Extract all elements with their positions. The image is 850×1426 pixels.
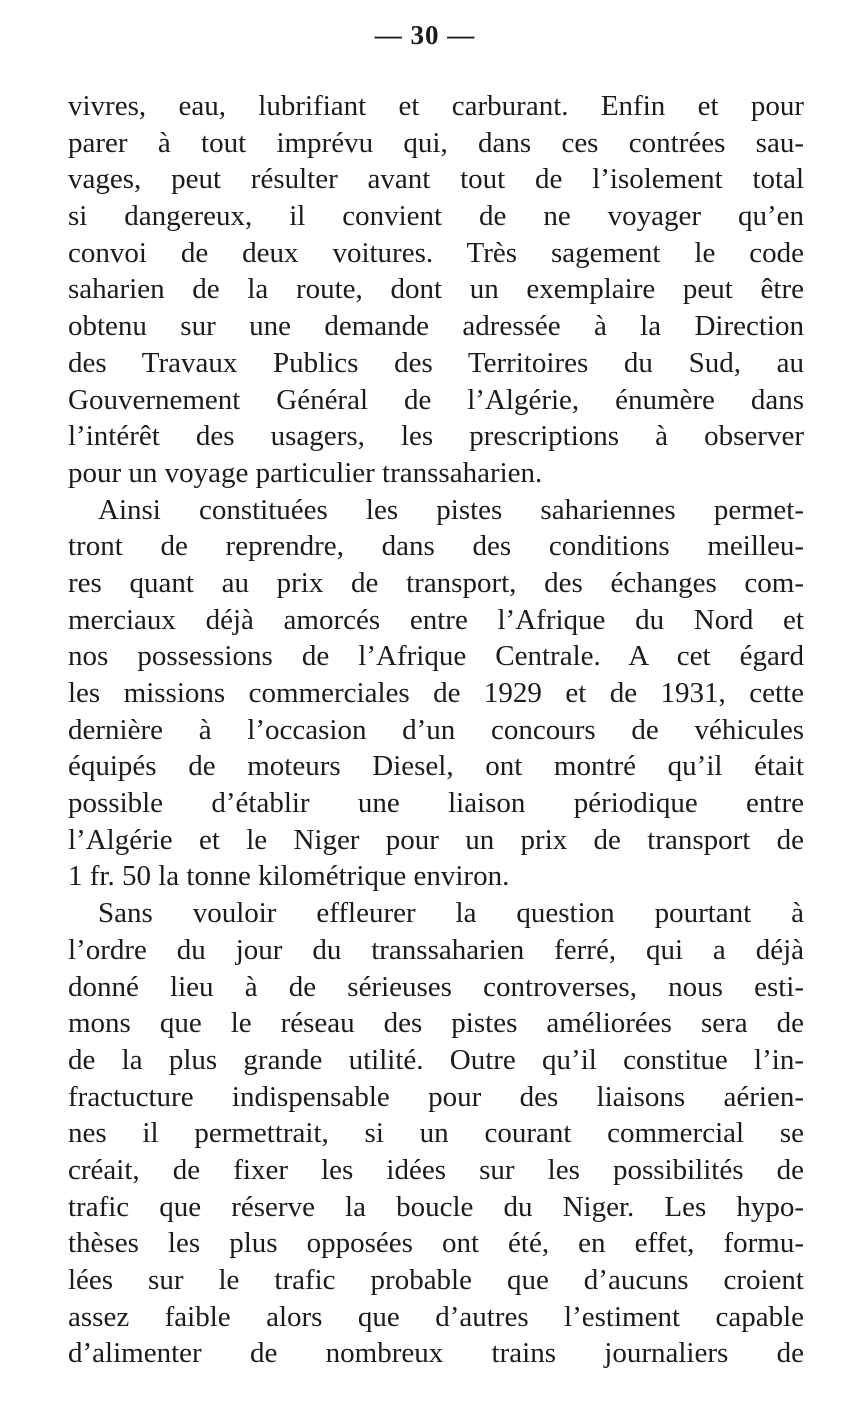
text-line: l’ordre du jour du transsaharien ferré, qui a déjà xyxy=(68,933,804,966)
text-line: mons que le réseau des pistes améliorées sera de xyxy=(68,1007,804,1040)
text-line: créait, de fixer les idées sur les possibilités de xyxy=(68,1153,804,1186)
text-line: saharien de la route, dont un exemplaire peut être xyxy=(68,273,804,306)
text-line: res quant au prix de transport, des échanges com- xyxy=(68,566,804,599)
text-line: dernière à l’occasion d’un concours de véhicules xyxy=(68,713,804,746)
text-line: de la plus grande utilité. Outre qu’il constitue l’in- xyxy=(68,1043,804,1076)
text-line: l’intérêt des usagers, les prescriptions à observer xyxy=(68,420,804,453)
body-text xyxy=(68,88,804,1372)
text-line: merciaux déjà amorcés entre l’Afrique du Nord et xyxy=(68,603,804,636)
text-line: Gouvernement Général de l’Algérie, énumère dans xyxy=(68,383,804,416)
text-line: trafic que réserve la boucle du Niger. Les hypo- xyxy=(68,1190,804,1223)
text-line: l’Algérie et le Niger pour un prix de transport de xyxy=(68,823,804,856)
text-line: 1 fr. 50 la tonne kilométrique environ. xyxy=(68,860,510,893)
text-line: pour un voyage particulier transsaharien. xyxy=(68,456,543,489)
text-line: vivres, eau, lubrifiant et carburant. Enfin et pour xyxy=(68,90,804,122)
text-line: obtenu sur une demande adressée à la Direction xyxy=(68,310,804,343)
text-line: Ainsi constituées les pistes sahariennes permet- xyxy=(98,493,804,526)
text-line: si dangereux, il convient de ne voyager qu’en xyxy=(68,200,804,233)
text-line: thèses les plus opposées ont été, en effet, formu- xyxy=(68,1227,804,1260)
text-line: Sans vouloir effleurer la question pourtant à xyxy=(98,897,804,930)
text-line: fractucture indispensable pour des liaisons aérien- xyxy=(68,1080,804,1113)
text-line: possible d’établir une liaison périodique entre xyxy=(68,787,804,820)
text-line: assez faible alors que d’autres l’estiment capable xyxy=(68,1300,804,1333)
text-line: parer à tout imprévu qui, dans ces contrées sau- xyxy=(68,126,804,159)
text-line: équipés de moteurs Diesel, ont montré qu’il était xyxy=(68,750,804,783)
text-line: les missions commerciales de 1929 et de 1931, cette xyxy=(68,677,804,709)
text-line: d’alimenter de nombreux trains journaliers de xyxy=(68,1337,804,1370)
text-line: des Travaux Publics des Territoires du Sud, au xyxy=(68,346,804,379)
page-number: — 30 — xyxy=(374,20,476,50)
text-line: tront de reprendre, dans des conditions meilleu- xyxy=(68,530,804,563)
text-line: nos possessions de l’Afrique Centrale. A cet égard xyxy=(68,640,804,673)
text-line: donné lieu à de sérieuses controverses, nous esti- xyxy=(68,970,804,1003)
text-line: nes il permettrait, si un courant commercial se xyxy=(68,1117,804,1150)
text-line: vages, peut résulter avant tout de l’isolement total xyxy=(68,163,804,196)
text-line: lées sur le trafic probable que d’aucuns croient xyxy=(68,1264,804,1296)
text-line: convoi de deux voitures. Très sagement le code xyxy=(68,236,804,269)
